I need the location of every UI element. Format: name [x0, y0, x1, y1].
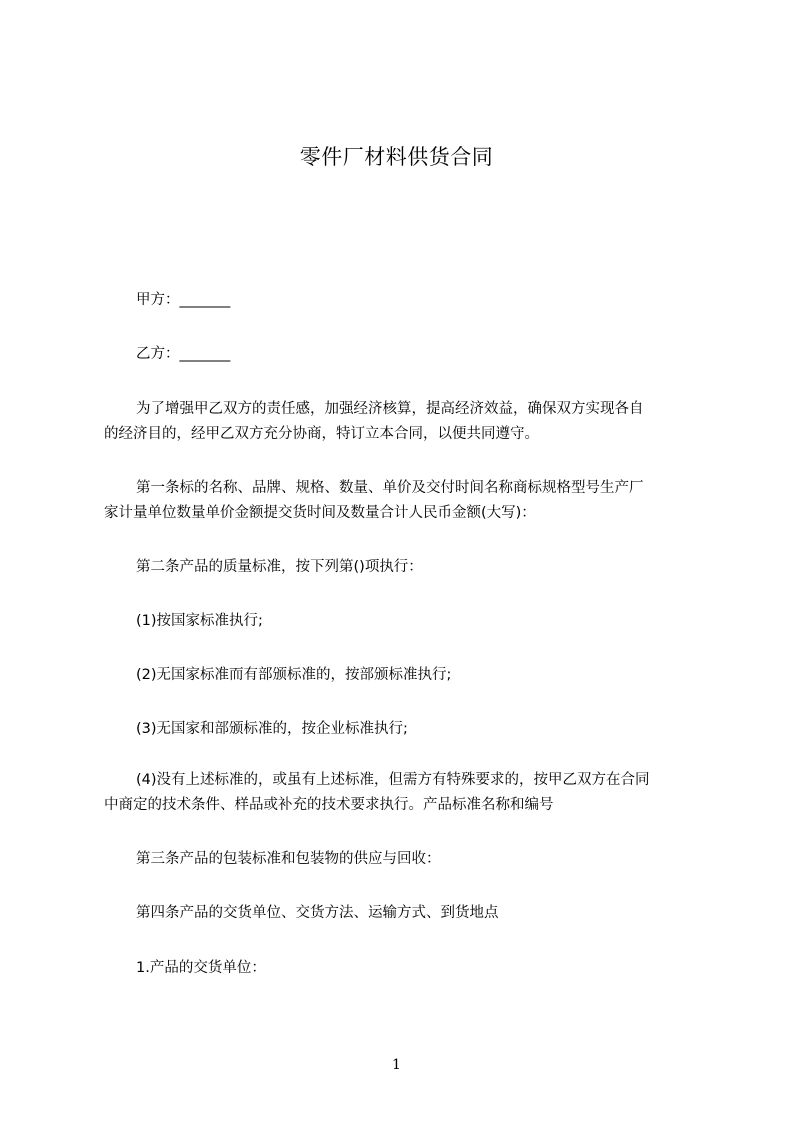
intro-line-1: 为了增强甲乙双方的责任感，加强经济核算，提高经济效益，确保双方实现各自 — [136, 401, 644, 417]
quality-item-3: (3)无国家和部颁标准的，按企业标准执行; — [136, 721, 408, 737]
article-1-paragraph — [104, 476, 704, 526]
quality-item-4 — [104, 768, 704, 818]
quality-item-4-line-1: (4)没有上述标准的，或虽有上述标准，但需方有特殊要求的，按甲乙双方在合同 — [136, 772, 650, 788]
party-a-line: 甲方：_______ — [136, 292, 231, 308]
quality-item-1: (1)按国家标准执行; — [136, 613, 263, 629]
document-title: 零件厂材料供货合同 — [299, 145, 494, 169]
article-4-paragraph: 第四条产品的交货单位、交货方法、运输方式、到货地点 — [136, 905, 499, 921]
intro-line-2: 的经济目的，经甲乙双方充分协商，特订立本合同，以便共同遵守。 — [104, 426, 539, 442]
quality-item-2: (2)无国家标准而有部颁标准的，按部颁标准执行; — [136, 667, 452, 683]
page-number: 1 — [392, 1057, 401, 1073]
article-1-line-2: 家计量单位数量单价金额提交货时间及数量合计人民币金额(大写)： — [104, 505, 536, 521]
party-b-line: 乙方：_______ — [136, 346, 231, 362]
intro-paragraph — [104, 397, 704, 447]
delivery-unit-line: 1.产品的交货单位： — [136, 960, 266, 976]
article-3-paragraph: 第三条产品的包装标准和包装物的供应与回收： — [136, 851, 441, 867]
article-2-paragraph: 第二条产品的质量标准，按下列第()项执行： — [136, 559, 423, 575]
quality-item-4-line-2: 中商定的技术条件、样品或补充的技术要求执行。产品标准名称和编号 — [104, 797, 554, 813]
article-1-line-1: 第一条标的名称、品牌、规格、数量、单价及交付时间名称商标规格型号生产厂 — [136, 480, 644, 496]
